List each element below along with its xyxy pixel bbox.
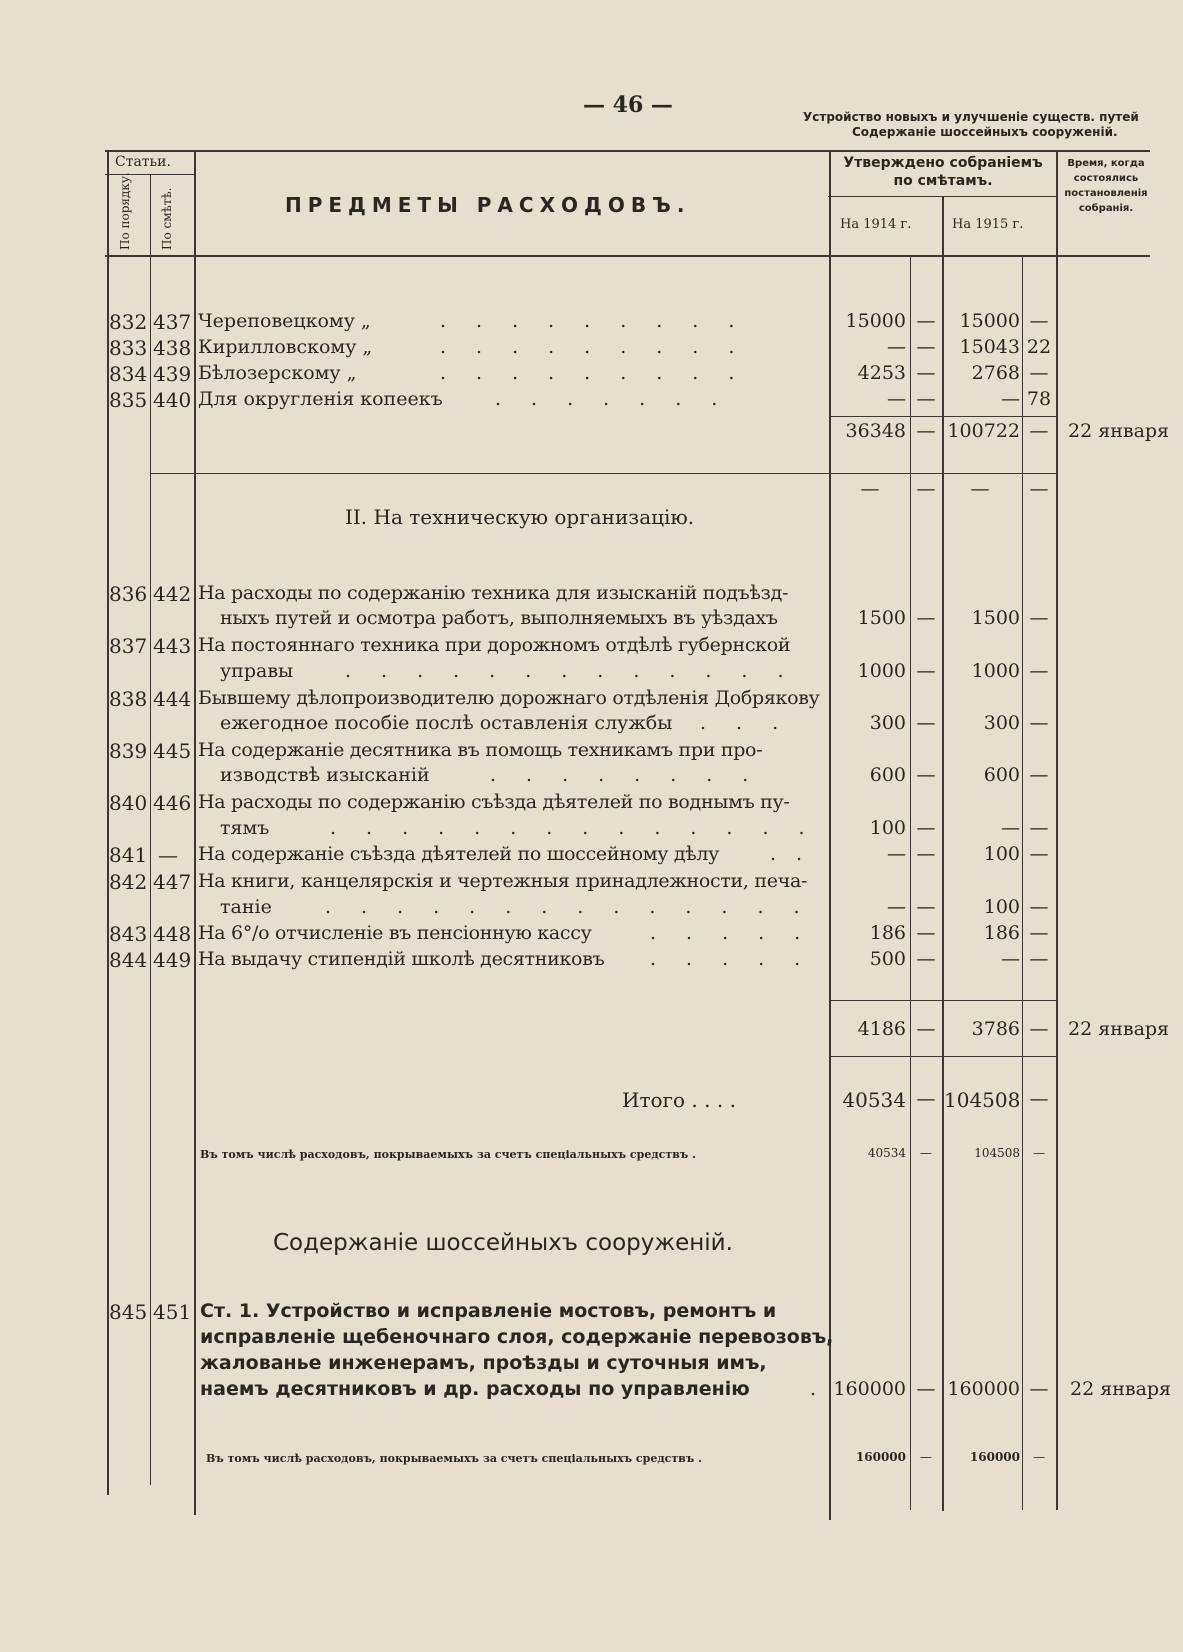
row-text-line2: исправленіе щебеночнаго слоя, содержаніе перевозовъ, [200,1326,834,1348]
cents-1914: — [916,922,936,944]
row-text-line1: На расходы по содержанію техника для изысканій подъѣзд- [198,582,789,604]
row-text-line1: На содержаніе десятника въ помощь техникамъ при про- [198,739,763,761]
cents-1915: — [1029,922,1049,944]
cents-1915: 22 [1026,336,1052,358]
row-index-poryadku: 845 [109,1300,148,1324]
row-text-line1: На расходы по содержанію съѣзда дѣятелей по воднымъ пу- [198,791,790,813]
value-1914: 1000 [857,660,906,682]
cents-1915: — [1029,948,1049,970]
cents-1914: — [916,362,936,384]
subtotal-cents-1915: — [1029,420,1049,442]
row-index-poryadku: 839 [109,739,148,763]
value-1914: 15000 [845,310,906,332]
cents-1914: — [916,948,936,970]
row-index-smete: 447 [153,870,192,894]
section2-dash: — [970,478,990,500]
value-1915: — [1001,388,1020,410]
special-funds-1915: 104508 [974,1146,1020,1160]
section3-title: Содержаніе шоссейныхъ сооруженій. [273,1230,733,1256]
value-1914: — [887,843,906,865]
value-1915: — [1001,948,1020,970]
special-funds-1914: 160000 [855,1450,906,1464]
row-text-line1: На 6°/о отчисленіе въ пенсіонную кассу [198,922,592,944]
row-index-smete: 443 [153,634,192,658]
cents-1914: — [916,843,936,865]
row-index-poryadku: 844 [109,948,148,972]
leader-dots: .. [770,843,823,865]
subtotal-1914: 36348 [845,420,906,442]
value-1914: — [887,896,906,918]
cents-1914: — [916,660,936,682]
row-text-line2: управы [220,660,294,682]
special-funds-cents-1915: — [1033,1146,1045,1160]
leader-dots: ......... [440,336,765,358]
header-1914: На 1914 г. [840,217,912,232]
total-1915: 104508 [944,1088,1021,1112]
section-separator-rule [150,473,1056,474]
row-text-line1: На выдачу стипендій школѣ десятниковъ [198,948,605,970]
table-top-rule [105,150,1150,152]
leader-dots: . [810,1378,817,1400]
row-index-poryadku: 837 [109,634,148,658]
row-text: Кирилловскому „ [198,336,373,358]
leader-dots: .............. [330,817,835,839]
special-funds-label: Въ томъ числѣ расходовъ, покрываемыхъ за счетъ спеціальныхъ средствъ . [200,1148,696,1161]
leader-dots: ............. [345,660,814,682]
value-1915: 15000 [959,310,1020,332]
total-cents-1914: — [916,1088,936,1110]
row-index-poryadku: 833 [109,336,148,360]
cents-1915: 78 [1026,388,1052,410]
page-number: — 46 — [583,92,673,118]
subtotal-cents-1914: — [916,1018,936,1040]
row-text-line1: Бывшему дѣлопроизводителю дорожнаго отдѣленія Добрякову [198,687,820,709]
row-index-smete: 437 [153,310,192,334]
row-index-poryadku: 840 [109,791,148,815]
value-1914: 300 [869,712,906,734]
cents-1914: — [916,712,936,734]
cents-1914: — [916,388,936,410]
leader-dots: ......... [440,310,765,332]
row-index-smete: 449 [153,948,192,972]
subtotal-1915: 100722 [947,420,1020,442]
special-funds-1915: 160000 [969,1450,1020,1464]
row-index-smete: 442 [153,582,192,606]
leader-dots: ..... [650,948,831,970]
value-1914: — [887,336,906,358]
cents-1914: — [916,817,936,839]
subtotal-1915: 3786 [971,1018,1020,1040]
subtotal-1914: 4186 [857,1018,906,1040]
cents-1914: — [916,336,936,358]
row-index-smete: 439 [153,362,192,386]
leader-dots: ......... [440,362,765,384]
header-approved: Утверждено собраніемъ по смѣтамъ. [843,155,1043,189]
leader-dots: ........ [490,764,779,786]
row-index-smete: 448 [153,922,192,946]
row-index-poryadku: 842 [109,870,148,894]
cents-1914: — [916,1378,936,1400]
subtotal-cents-1915: — [1029,1018,1049,1040]
row-index-poryadku: 838 [109,687,148,711]
row-text: Для округленія копеекъ [198,388,443,410]
subtotal-date: 22 января [1068,1018,1170,1040]
header-bottom-rule [105,255,1150,257]
row-text-line1: На книги, канцелярскія и чертежныя принадлежности, печа- [198,870,808,892]
value-1914: 100 [869,817,906,839]
leader-dots: ... [700,712,809,734]
row-text: Бѣлозерскому „ [198,362,357,384]
cents-1915: — [1029,712,1049,734]
total-label: Итого . . . . [622,1088,736,1112]
row-text-line2: ныхъ путей и осмотра работъ, выполняемыхъ въ уѣздахъ [220,607,778,629]
col-divider-1915-cents [1022,255,1023,1510]
value-1914: 160000 [833,1378,906,1400]
section2-dash: — [1029,478,1049,500]
row-index-poryadku: 832 [109,310,148,334]
value-1914: 600 [869,764,906,786]
row-index-poryadku: 843 [109,922,148,946]
row-index-smete: 438 [153,336,192,360]
cents-1915: — [1029,1378,1049,1400]
section2-title: II. На техническую организацію. [345,505,695,529]
row-index-smete: 446 [153,791,192,815]
value-1915: 300 [983,712,1020,734]
cents-1915: — [1029,310,1049,332]
row-text-line2: тямъ [220,817,270,839]
row-text-line2: ежегодное пособіе послѣ оставленія службы [220,712,673,734]
row-index-poryadku: 841 [109,843,148,867]
cents-1915: — [1029,764,1049,786]
value-1915: 186 [983,922,1020,944]
header-stati: Статьи. [115,154,171,170]
leader-dots: ....... [495,388,748,410]
value-1915: 1500 [971,607,1020,629]
leader-dots: .............. [325,896,830,918]
total-cents-1915: — [1029,1088,1049,1110]
cents-1915: — [1029,817,1049,839]
row-text-line2: таніе [220,896,272,918]
col-divider-1914-cents [910,255,911,1510]
header-1915: На 1915 г. [952,217,1024,232]
cents-1915: — [1029,896,1049,918]
cents-1915: — [1029,362,1049,384]
value-1914: 186 [869,922,906,944]
row-index-poryadku: 836 [109,582,148,606]
section2-dash: — [860,478,880,500]
row-index-smete: 440 [153,388,192,412]
value-1915: 15043 [959,336,1020,358]
row-index-smete: — [158,843,178,867]
row-date: 22 января [1070,1378,1172,1400]
running-header-line1: Устройство новыхъ и улучшеніе существ. путей [803,110,1139,124]
subtotal-date: 22 января [1068,420,1170,442]
row-index-smete: 445 [153,739,192,763]
section2-dash: — [916,478,936,500]
value-1915: 160000 [947,1378,1020,1400]
cents-1915: — [1029,607,1049,629]
header-title: ПРЕДМЕТЫ РАСХОДОВЪ. [285,193,691,217]
value-1914: 1500 [857,607,906,629]
cents-1914: — [916,607,936,629]
row-index-smete: 444 [153,687,192,711]
value-1914: — [887,388,906,410]
cents-1914: — [916,310,936,332]
row-text-line2: изводствѣ изысканій [220,764,430,786]
special-funds-cents-1915: — [1033,1450,1045,1464]
subtotal-b-rule [829,1000,1056,1001]
cents-1914: — [916,896,936,918]
row-text: Череповецкому „ [198,310,371,332]
subtotal-a-rule [829,416,1056,417]
value-1915: 100 [983,896,1020,918]
special-funds-cents-1914: — [920,1146,932,1160]
row-text-line3: жалованье инженерамъ, проѣзды и суточныя имъ, [200,1352,767,1374]
header-time: Время, когда состоялись постановленія собранія. [1064,158,1148,214]
row-text-line1: Ст. 1. Устройство и исправленіе мостовъ, ремонтъ и [200,1300,777,1322]
value-1914: 500 [869,948,906,970]
value-1915: 1000 [971,660,1020,682]
row-text-line1: На постояннаго техника при дорожномъ отдѣлѣ губернской [198,634,791,656]
col-divider-text [194,150,196,1515]
value-1915: 2768 [971,362,1020,384]
special-funds-1914: 40534 [867,1146,906,1160]
cents-1915: — [1029,660,1049,682]
value-1915: 100 [983,843,1020,865]
total-rule [829,1056,1056,1057]
row-text-line1: На содержаніе съѣзда дѣятелей по шоссейному дѣлу [198,843,720,865]
special-funds-cents-1914: — [920,1450,932,1464]
value-1915: — [1001,817,1020,839]
row-text-line4: наемъ десятниковъ и др. расходы по управленію [200,1378,750,1400]
header-po-poryadku: По порядку. [118,172,132,250]
col-divider-index [150,174,151,1485]
running-header-line2: Содержаніе шоссейныхъ сооруженій. [852,125,1118,139]
special-funds-label: Въ томъ числѣ расходовъ, покрываемыхъ за счетъ спеціальныхъ средствъ . [206,1452,702,1465]
subtotal-cents-1914: — [916,420,936,442]
cents-1915: — [1029,843,1049,865]
header-po-smete: По смѣтѣ. [160,187,174,250]
value-1915: 600 [983,764,1020,786]
cents-1914: — [916,764,936,786]
col-divider-date [1056,150,1058,1510]
value-1914: 4253 [857,362,906,384]
leader-dots: ..... [650,922,831,944]
row-index-poryadku: 834 [109,362,148,386]
total-1914: 40534 [842,1088,906,1112]
row-index-smete: 451 [153,1300,192,1324]
row-index-poryadku: 835 [109,388,148,412]
